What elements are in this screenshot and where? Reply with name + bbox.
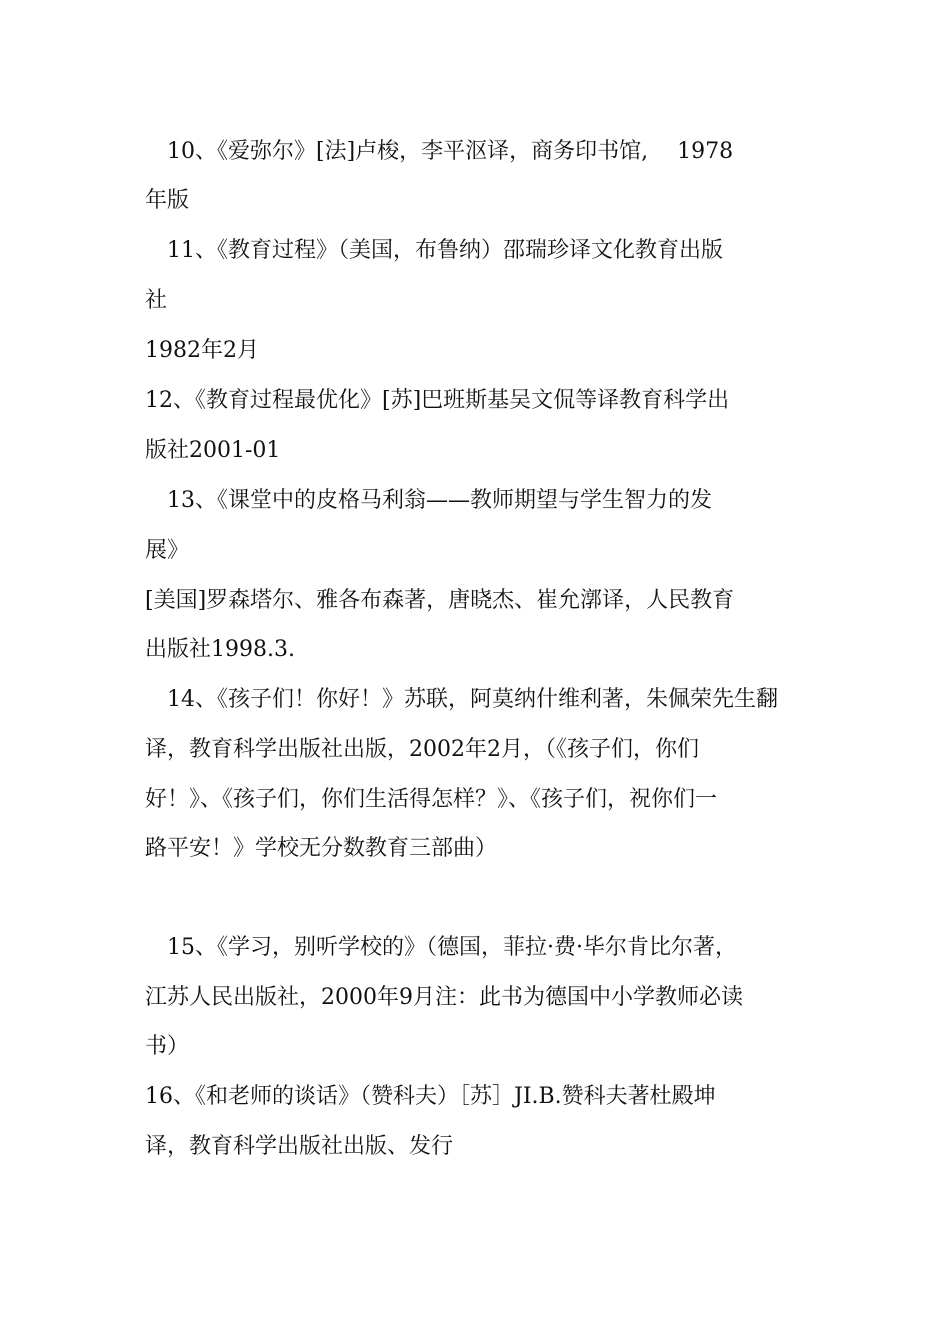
- reference-15-line-1: 15、《学习，别听学校的》（德国，菲拉·费·毕尔肯比尔著，: [145, 935, 737, 960]
- reference-14-line-3: 好！》、《孩子们，你们生活得怎样？》、《孩子们，祝你们一: [145, 787, 718, 812]
- reference-13-line-1: 13、《课堂中的皮格马利翁——教师期望与学生智力的发: [145, 488, 712, 513]
- reference-13-line-3: [美国]罗森塔尔、雅各布森著，唐晓杰、崔允漷译，人民教育: [145, 588, 735, 613]
- reference-15-line-3: 书）: [145, 1034, 190, 1059]
- reference-10-line-2: 年版: [145, 188, 190, 213]
- reference-14-line-2: 译，教育科学出版社出版，2002年2月，（《孩子们，你们: [145, 737, 699, 762]
- reference-13-line-4: 出版社1998.3.: [145, 637, 295, 662]
- reference-13-line-2: 展》: [145, 538, 190, 563]
- reference-14-line-4: 路平安！》学校无分数教育三部曲）: [145, 836, 498, 861]
- reference-15-line-2: 江苏人民出版社，2000年9月注：此书为德国中小学教师必读: [145, 985, 743, 1010]
- reference-11-line-3: 1982年2月: [145, 338, 259, 363]
- reference-10-line-1: 10、《爱弥尔》[法]卢梭，李平沤译，商务印书馆, 1978: [145, 139, 734, 164]
- reference-16-line-1: 16、《和老师的谈话》（赞科夫）［苏］JI.B.赞科夫著杜殿坤: [145, 1084, 716, 1109]
- reference-11-line-1: 11、《教育过程》（美国，布鲁纳）邵瑞珍译文化教育出版: [145, 238, 723, 263]
- reference-11-line-2: 社: [145, 288, 168, 313]
- reference-12-line-2: 版社2001-01: [145, 438, 281, 463]
- reference-16-line-2: 译，教育科学出版社出版、发行: [145, 1134, 454, 1159]
- reference-14-line-1: 14、《孩子们！你好！》苏联，阿莫纳什维利著，朱佩荣先生翻: [145, 687, 778, 712]
- reference-12-line-1: 12、《教育过程最优化》[苏]巴班斯基吴文侃等译教育科学出: [145, 388, 730, 413]
